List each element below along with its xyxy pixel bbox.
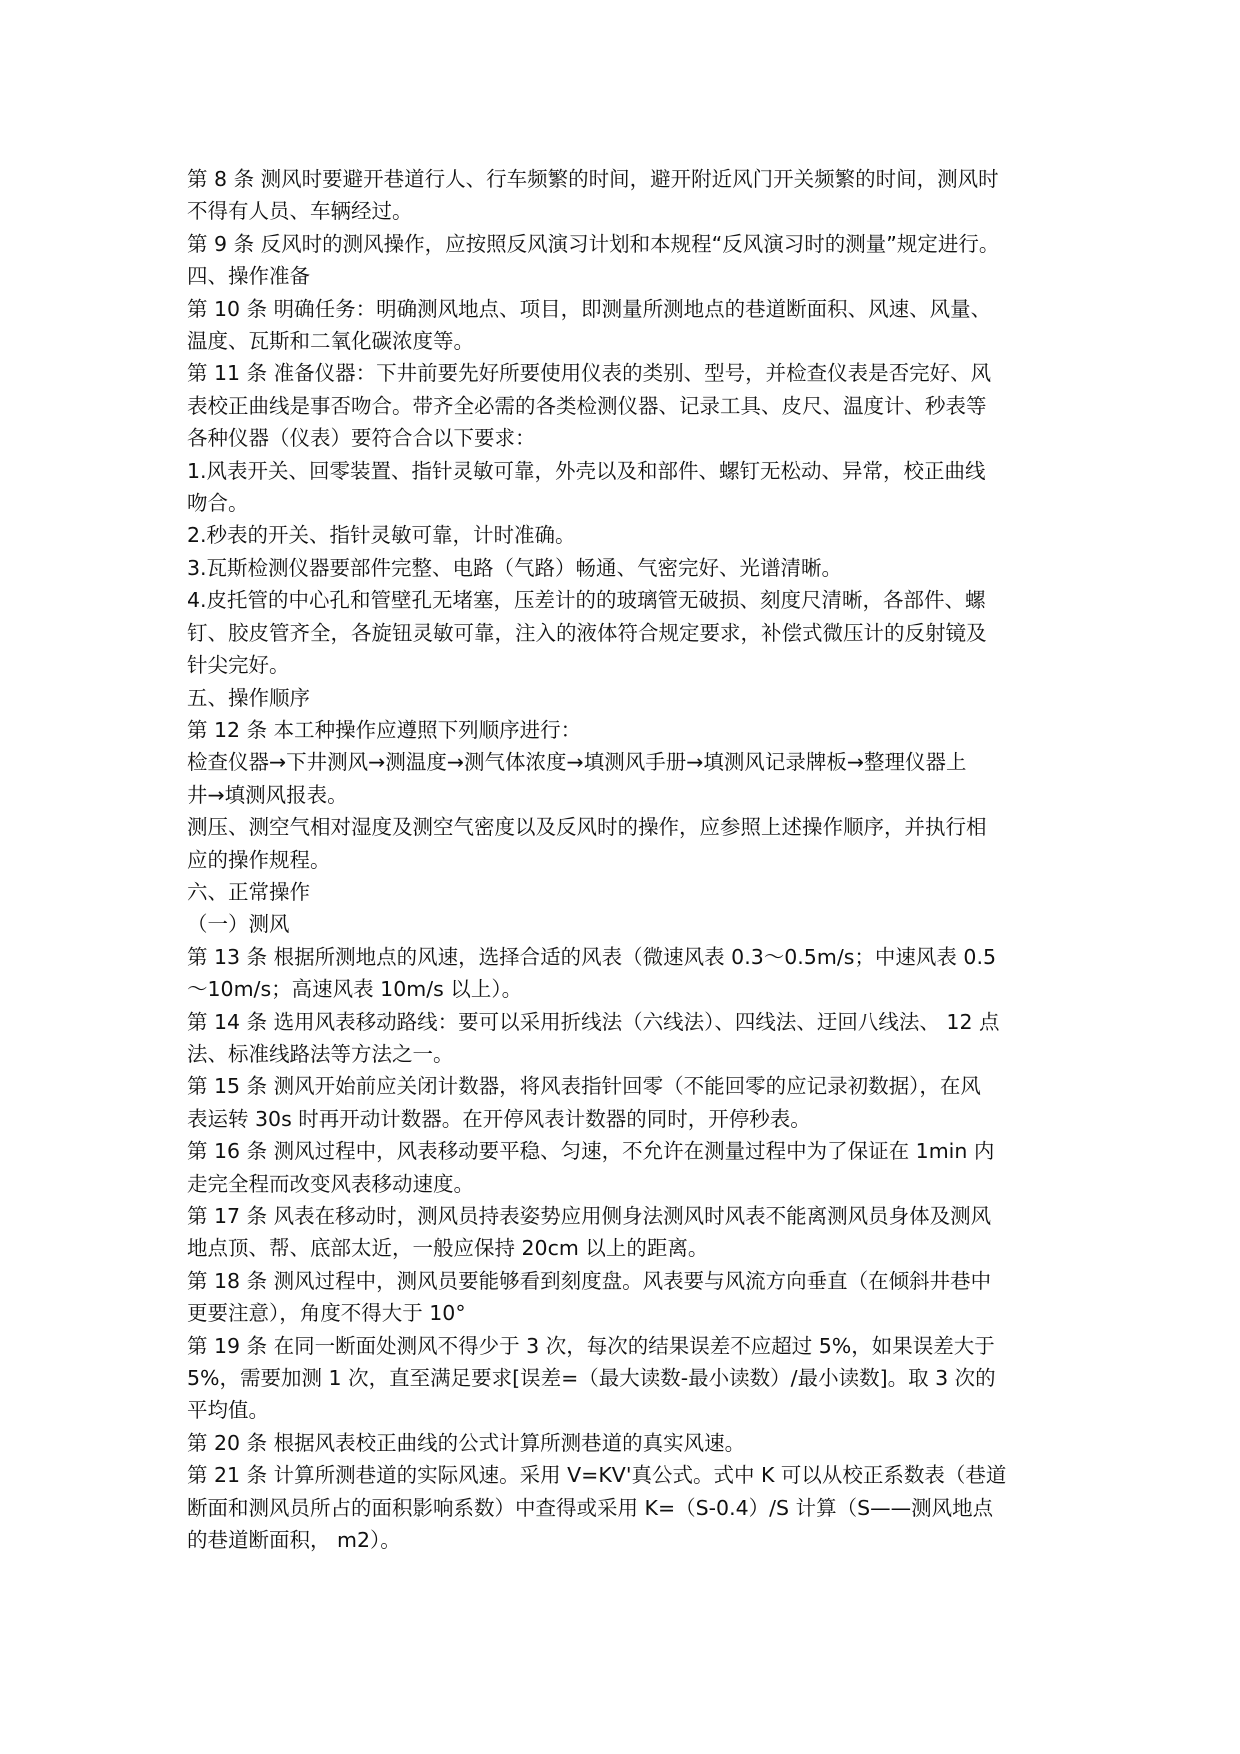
text-line: 吻合。 xyxy=(187,491,249,516)
text-line: 第 18 条 测风过程中，测风员要能够看到刻度盘。风表要与风流方向垂直（在倾斜井巷中 xyxy=(187,1268,992,1293)
text-line: 第 14 条 选用风表移动路线：要可以采用折线法（六线法）、四线法、迂回八线法、 12 点 xyxy=(187,1009,1000,1034)
text-line: 四、操作准备 xyxy=(187,264,310,289)
text-line: 更要注意），角度不得大于 10° xyxy=(187,1301,466,1326)
text-line: 4.皮托管的中心孔和管壁孔无堵塞，压差计的的玻璃管无破损、刻度尺清晰，各部件、螺 xyxy=(187,588,986,613)
text-line: 3.瓦斯检测仪器要部件完整、电路（气路）畅通、气密完好、光谱清晰。 xyxy=(187,555,843,580)
text-line: 第 10 条 明确任务：明确测风地点、项目，即测量所测地点的巷道断面积、风速、风量、 xyxy=(187,296,992,321)
text-line: 针尖完好。 xyxy=(187,653,290,678)
text-line: 温度、瓦斯和二氧化碳浓度等。 xyxy=(187,329,474,354)
text-line: 第 21 条 计算所测巷道的实际风速。采用 V=KV'真公式。式中 K 可以从校正系数表（巷道 xyxy=(187,1463,1007,1488)
text-line: 表运转 30s 时再开动计数器。在开停风表计数器的同时，开停秒表。 xyxy=(187,1106,811,1131)
text-line: 法、标准线路法等方法之一。 xyxy=(187,1041,454,1066)
text-line: 第 11 条 准备仪器：下井前要先好所要使用仪表的类别、型号，并检查仪表是否完好、风 xyxy=(187,361,992,386)
text-line: 第 17 条 风表在移动时，测风员持表姿势应用侧身法测风时风表不能离测风员身体及测风 xyxy=(187,1204,992,1228)
text-line: 测压、测空气相对湿度及测空气密度以及反风时的操作，应参照上述操作顺序，并执行相 xyxy=(187,815,987,840)
text-line: 地点顶、帮、底部太近，一般应保持 20cm 以上的距离。 xyxy=(187,1236,709,1261)
text-line: 第 9 条 反风时的测风操作，应按照反风演习计划和本规程“反风演习时的测量”规定进行。 xyxy=(187,231,1000,256)
text-line: 各种仪器（仪表）要符合合以下要求： xyxy=(187,426,536,451)
text-line: 表校正曲线是事否吻合。带齐全必需的各类检测仪器、记录工具、皮尺、温度计、秒表等 xyxy=(187,393,987,418)
text-line: 第 20 条 根据风表校正曲线的公式计算所测巷道的真实风速。 xyxy=(187,1430,746,1455)
text-line: 六、正常操作 xyxy=(187,879,310,904)
text-line: 断面和测风员所占的面积影响系数）中查得或采用 K=（S-0.4）/S 计算（S——测风地点 xyxy=(187,1495,994,1520)
text-line: 平均值。 xyxy=(187,1398,269,1423)
text-line: 1.风表开关、回零装置、指针灵敏可靠，外壳以及和部件、螺钉无松动、异常，校正曲线 xyxy=(187,458,986,483)
text-line: 的巷道断面积， m2）。 xyxy=(187,1528,401,1553)
text-line: 第 15 条 测风开始前应关闭计数器，将风表指针回零（不能回零的应记录初数据），在风 xyxy=(187,1074,981,1099)
text-line: 井→填测风报表。 xyxy=(187,782,348,807)
text-line: 第 8 条 测风时要避开巷道行人、行车频繁的时间，避开附近风门开关频繁的时间，测风时 xyxy=(187,167,999,191)
text-line: 2.秒表的开关、指针灵敏可靠，计时准确。 xyxy=(187,523,576,548)
text-line: ～10m/s；高速风表 10m/s 以上）。 xyxy=(187,977,523,1002)
text-line: 钉、胶皮管齐全，各旋钮灵敏可靠，注入的液体符合规定要求，补偿式微压计的反射镜及 xyxy=(187,620,987,645)
text-line: 不得有人员、车辆经过。 xyxy=(187,199,413,224)
text-line: 检查仪器→下井测风→测温度→测气体浓度→填测风手册→填测风记录牌板→整理仪器上 xyxy=(187,750,967,775)
text-line: 应的操作规程。 xyxy=(187,847,331,872)
text-line: 5%，需要加测 1 次，直至满足要求[误差=（最大读数-最小读数）/最小读数]。取 3 次的 xyxy=(187,1366,996,1391)
text-line: 第 16 条 测风过程中，风表移动要平稳、匀速，不允许在测量过程中为了保证在 1min 内 xyxy=(187,1139,995,1164)
text-line: 第 12 条 本工种操作应遵照下列顺序进行： xyxy=(187,717,582,742)
text-line: 走完全程而改变风表移动速度。 xyxy=(187,1171,474,1196)
document-body xyxy=(187,163,1067,1556)
text-line: 第 13 条 根据所测地点的风速，选择合适的风表（微速风表 0.3～0.5m/s；中速风表 0.5 xyxy=(187,944,997,969)
text-line: 五、操作顺序 xyxy=(187,685,310,710)
text-line: （一）测风 xyxy=(187,912,290,937)
text-line: 第 19 条 在同一断面处测风不得少于 3 次，每次的结果误差不应超过 5%，如果误差大于 xyxy=(187,1333,995,1358)
